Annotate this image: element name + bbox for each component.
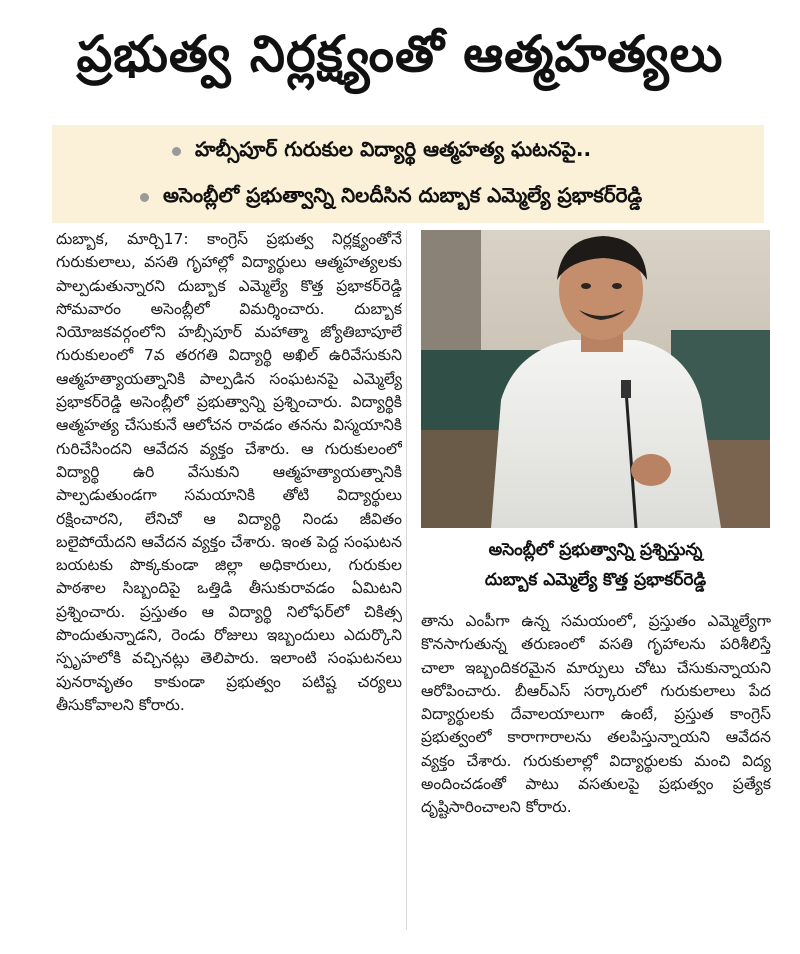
article-photo <box>421 230 770 528</box>
subheadline-text: అసెంబ్లీలో ప్రభుత్వాన్ని నిలదీసిన దుబ్బాక ఎమ్మెల్యే ప్రభాకర్‌రెడ్డి <box>163 182 643 207</box>
bullet-icon <box>140 193 149 202</box>
article-body-left: దుబ్బాక, మార్చి17: కాంగ్రెస్ ప్రభుత్వ నిర్లక్ష్యంతోనే గురుకులాలు, వసతి గృహాల్లో విద్యార్థులు ఆత్మహత్యలకు పాల్పడుతున్నారని దుబ్బాక ఎమ్మెల్యే కొత్త ప్రభాకర్‌రెడ్డి సోమవారం అసెంబ్లీలో విమర్శించారు. దుబ్బాక నియోజకవర్గంలోని హబ్సీపూర్ మహాత్మా జ్యోతిబాపూలే గురుకులంలో 7వ తరగతి విద్యార్థి అఖిల్ ఉరివేసుకుని ఆత్మహత్యాయత్నానికి పాల్పడిన సంఘటనపై ఎమ్మెల్యే ప్రభాకర్‌రెడ్డి అసెంబ్లీలో ప్రభుత్వాన్ని ప్రశ్నించారు. విద్యార్థికి ఆత్మహత్య చేసుకునే ఆలోచన రావడం తనను విస్మయానికి గురిచేసిందని ఆవేదన వ్యక్తం చేశారు. ఆ గురుకులంలో విద్యార్థి ఉరి వేసుకుని ఆత్మహత్యాయత్నానికి పాల్పడుతుండగా సమయానికి తోటి విద్యార్థులు రక్షించారని, లేనిచో ఆ విద్యార్థి నిండు జీవితం బలైపోయేదని ఆవేదన వ్యక్తం చేశారు. ఇంత పెద్ద సంఘటన బయటకు పొక్కకుండా జిల్లా అధికారులు, గురుకుల పాఠశాల సిబ్బందిపై ఒత్తిడి తీసుకురావడం ఏమిటని ప్రశ్నించారు. ప్రస్తుతం ఆ విద్యార్థి నిలోఫర్‌లో చికిత్స పొందుతున్నాడని, రెండు రోజులు ఇబ్బందులు ఎదుర్కొని స్పృహలోకి వచ్చినట్లు తెలిపారు. ఇలాంటి సంఘటనలు పునరావృతం కాకుండా ప్రభుత్వం పటిష్ట చర్యలు తీసుకోవాలని కోరారు. <box>56 230 402 714</box>
article-body-right: తాను ఎంపీగా ఉన్న సమయంలో, ప్రస్తుతం ఎమ్మెల్యేగా కొనసాగుతున్న తరుణంలో వసతి గృహాలను పరిశీలిస్తే చాలా ఇబ్బందికరమైన మార్పులు చోటు చేసుకున్నాయని ఆరోపించారు. బీఆర్ఎస్ సర్కారులో గురుకులాలు పేద విద్యార్థులకు దేవాలయాలుగా ఉంటే, ప్రస్తుత కాంగ్రెస్ ప్రభుత్వంలో కారాగారాలను తలపిస్తున్నాయని ఆవేదన వ్యక్తం చేశారు. గురుకులాల్లో విద్యార్థులకు మంచి విద్య అందించడంతో పాటు వసతులపై ప్రభుత్వం ప్రత్యేక దృష్టిసారించాలని కోరారు. <box>421 612 771 817</box>
caption-line-1: అసెంబ్లీలో ప్రభుత్వాన్ని ప్రశ్నిస్తున్న <box>488 540 703 560</box>
column-divider <box>406 230 407 930</box>
subheadline-2 <box>52 177 764 217</box>
subheadline-text: హబ్సీపూర్ గురుకుల విద్యార్థి ఆత్మహత్య ఘటనపై.. <box>195 136 592 161</box>
person-speaking-photo-icon <box>421 230 770 528</box>
subheadline-box <box>52 125 764 223</box>
headline: ప్రభుత్వ నిర్లక్ష్యంతో ఆత్మహత్యలు <box>76 24 724 83</box>
caption-line-2: దుబ్బాక ఎమ్మెల్యే కొత్త ప్రభాకర్‌రెడ్డి <box>484 570 707 590</box>
subheadline-1 <box>52 131 764 171</box>
photo-caption <box>421 535 770 595</box>
bullet-icon <box>172 147 181 156</box>
